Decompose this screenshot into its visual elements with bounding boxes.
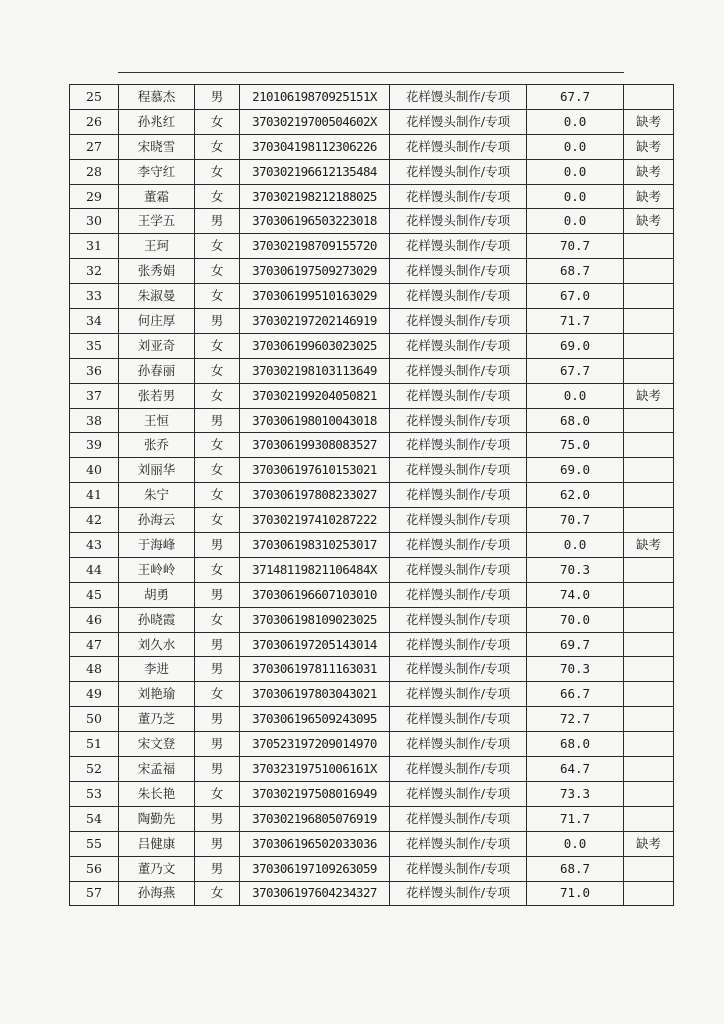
remark: [624, 458, 674, 483]
candidate-gender: 男: [195, 85, 240, 110]
table-row: [70, 757, 674, 782]
exam-score: 69.0: [527, 333, 624, 358]
candidate-name: 朱宁: [119, 483, 195, 508]
row-number: 52: [70, 757, 119, 782]
remark: 缺考: [624, 831, 674, 856]
exam-project: 花样馒头制作/专项: [390, 209, 527, 234]
remark: 缺考: [624, 209, 674, 234]
exam-project: 花样馒头制作/专项: [390, 582, 527, 607]
row-number: 34: [70, 309, 119, 334]
exam-score: 68.0: [527, 408, 624, 433]
candidate-gender: 女: [195, 134, 240, 159]
candidate-name: 刘艳瑜: [119, 682, 195, 707]
candidate-name: 于海峰: [119, 533, 195, 558]
table-row: [70, 483, 674, 508]
exam-score: 70.3: [527, 557, 624, 582]
exam-score: 0.0: [527, 383, 624, 408]
exam-project: 花样馒头制作/专项: [390, 856, 527, 881]
exam-score: 71.0: [527, 881, 624, 906]
exam-score: 0.0: [527, 533, 624, 558]
id-number: 370302199204050821: [240, 383, 390, 408]
table-row: [70, 682, 674, 707]
candidate-gender: 男: [195, 309, 240, 334]
candidate-gender: 女: [195, 458, 240, 483]
remark: 缺考: [624, 383, 674, 408]
header-rule: [118, 72, 624, 73]
remark: 缺考: [624, 109, 674, 134]
row-number: 35: [70, 333, 119, 358]
row-number: 53: [70, 781, 119, 806]
remark: 缺考: [624, 184, 674, 209]
table-row: [70, 732, 674, 757]
row-number: 30: [70, 209, 119, 234]
exam-score: 62.0: [527, 483, 624, 508]
exam-score: 70.7: [527, 508, 624, 533]
remark: [624, 483, 674, 508]
candidate-name: 王珂: [119, 234, 195, 259]
candidate-gender: 女: [195, 607, 240, 632]
remark: [624, 259, 674, 284]
candidate-name: 吕健康: [119, 831, 195, 856]
exam-project: 花样馒头制作/专项: [390, 607, 527, 632]
candidate-gender: 女: [195, 433, 240, 458]
row-number: 26: [70, 109, 119, 134]
id-number: 370306196607103010: [240, 582, 390, 607]
remark: [624, 358, 674, 383]
exam-score: 67.0: [527, 284, 624, 309]
exam-score: 68.7: [527, 259, 624, 284]
exam-score: 75.0: [527, 433, 624, 458]
id-number: 370302197508016949: [240, 781, 390, 806]
row-number: 42: [70, 508, 119, 533]
remark: [624, 856, 674, 881]
exam-project: 花样馒头制作/专项: [390, 159, 527, 184]
row-number: 51: [70, 732, 119, 757]
exam-score: 68.0: [527, 732, 624, 757]
candidate-name: 王岭岭: [119, 557, 195, 582]
candidate-name: 刘亚奇: [119, 333, 195, 358]
exam-project: 花样馒头制作/专项: [390, 732, 527, 757]
row-number: 57: [70, 881, 119, 906]
exam-project: 花样馒头制作/专项: [390, 284, 527, 309]
candidate-name: 王恒: [119, 408, 195, 433]
id-number: 370302198103113649: [240, 358, 390, 383]
candidate-gender: 男: [195, 209, 240, 234]
id-number: 37032319751006161X: [240, 757, 390, 782]
remark: 缺考: [624, 533, 674, 558]
id-number: 370302196805076919: [240, 806, 390, 831]
exam-project: 花样馒头制作/专项: [390, 881, 527, 906]
remark: [624, 806, 674, 831]
id-number: 370306198010043018: [240, 408, 390, 433]
candidate-name: 程慕杰: [119, 85, 195, 110]
exam-project: 花样馒头制作/专项: [390, 358, 527, 383]
candidate-name: 王学五: [119, 209, 195, 234]
candidate-name: 何庄厚: [119, 309, 195, 334]
id-number: 370306197811163031: [240, 657, 390, 682]
remark: [624, 333, 674, 358]
table-row: [70, 806, 674, 831]
candidate-name: 陶勤先: [119, 806, 195, 831]
id-number: 370302197410287222: [240, 508, 390, 533]
candidate-gender: 男: [195, 657, 240, 682]
candidate-name: 胡勇: [119, 582, 195, 607]
id-number: 370306197803043021: [240, 682, 390, 707]
exam-project: 花样馒头制作/专项: [390, 483, 527, 508]
row-number: 50: [70, 707, 119, 732]
row-number: 28: [70, 159, 119, 184]
exam-score: 69.7: [527, 632, 624, 657]
candidate-name: 刘久水: [119, 632, 195, 657]
exam-score: 70.3: [527, 657, 624, 682]
candidate-gender: 女: [195, 259, 240, 284]
row-number: 40: [70, 458, 119, 483]
candidate-gender: 女: [195, 383, 240, 408]
row-number: 48: [70, 657, 119, 682]
row-number: 36: [70, 358, 119, 383]
row-number: 39: [70, 433, 119, 458]
remark: 缺考: [624, 134, 674, 159]
candidate-name: 董乃芝: [119, 707, 195, 732]
remark: [624, 433, 674, 458]
table-row: [70, 309, 674, 334]
exam-project: 花样馒头制作/专项: [390, 657, 527, 682]
candidate-gender: 男: [195, 806, 240, 831]
id-number: 370306197808233027: [240, 483, 390, 508]
candidate-name: 董霜: [119, 184, 195, 209]
table-row: [70, 383, 674, 408]
id-number: 370523197209014970: [240, 732, 390, 757]
exam-score: 0.0: [527, 209, 624, 234]
table-row: [70, 159, 674, 184]
candidate-gender: 男: [195, 632, 240, 657]
candidate-gender: 男: [195, 732, 240, 757]
id-number: 370306196509243095: [240, 707, 390, 732]
row-number: 46: [70, 607, 119, 632]
exam-project: 花样馒头制作/专项: [390, 309, 527, 334]
remark: [624, 757, 674, 782]
exam-score: 74.0: [527, 582, 624, 607]
table-row: [70, 433, 674, 458]
candidate-name: 孙海云: [119, 508, 195, 533]
row-number: 25: [70, 85, 119, 110]
exam-project: 花样馒头制作/专项: [390, 557, 527, 582]
exam-project: 花样馒头制作/专项: [390, 408, 527, 433]
table-row: [70, 881, 674, 906]
candidate-name: 孙晓霞: [119, 607, 195, 632]
exam-project: 花样馒头制作/专项: [390, 508, 527, 533]
candidate-gender: 女: [195, 358, 240, 383]
candidate-gender: 女: [195, 508, 240, 533]
remark: [624, 309, 674, 334]
candidate-gender: 女: [195, 333, 240, 358]
id-number: 21010619870925151X: [240, 85, 390, 110]
id-number: 370306196503223018: [240, 209, 390, 234]
exam-score: 73.3: [527, 781, 624, 806]
exam-score: 64.7: [527, 757, 624, 782]
candidate-gender: 男: [195, 707, 240, 732]
exam-score: 69.0: [527, 458, 624, 483]
id-number: 370306199510163029: [240, 284, 390, 309]
candidate-name: 宋晓雪: [119, 134, 195, 159]
candidate-name: 董乃文: [119, 856, 195, 881]
exam-results-table: [69, 84, 674, 906]
row-number: 27: [70, 134, 119, 159]
table-row: [70, 557, 674, 582]
row-number: 44: [70, 557, 119, 582]
candidate-gender: 女: [195, 557, 240, 582]
candidate-gender: 女: [195, 234, 240, 259]
exam-project: 花样馒头制作/专项: [390, 458, 527, 483]
candidate-gender: 女: [195, 483, 240, 508]
table-row: [70, 333, 674, 358]
candidate-gender: 女: [195, 184, 240, 209]
table-row: [70, 408, 674, 433]
exam-project: 花样馒头制作/专项: [390, 806, 527, 831]
candidate-gender: 女: [195, 682, 240, 707]
table-row: [70, 707, 674, 732]
exam-project: 花样馒头制作/专项: [390, 109, 527, 134]
row-number: 47: [70, 632, 119, 657]
candidate-name: 朱长艳: [119, 781, 195, 806]
table-row: [70, 259, 674, 284]
exam-score: 66.7: [527, 682, 624, 707]
table-body: [70, 85, 674, 906]
exam-score: 0.0: [527, 109, 624, 134]
exam-project: 花样馒头制作/专项: [390, 433, 527, 458]
id-number: 370306199308083527: [240, 433, 390, 458]
table-row: [70, 358, 674, 383]
exam-project: 花样馒头制作/专项: [390, 632, 527, 657]
row-number: 37: [70, 383, 119, 408]
remark: 缺考: [624, 159, 674, 184]
row-number: 31: [70, 234, 119, 259]
candidate-name: 李进: [119, 657, 195, 682]
candidate-gender: 女: [195, 781, 240, 806]
exam-project: 花样馒头制作/专项: [390, 682, 527, 707]
table-row: [70, 533, 674, 558]
exam-project: 花样馒头制作/专项: [390, 707, 527, 732]
id-number: 370306199603023025: [240, 333, 390, 358]
row-number: 33: [70, 284, 119, 309]
id-number: 370304198112306226: [240, 134, 390, 159]
row-number: 29: [70, 184, 119, 209]
table-row: [70, 109, 674, 134]
table-row: [70, 284, 674, 309]
exam-score: 0.0: [527, 184, 624, 209]
table-row: [70, 508, 674, 533]
id-number: 370306196502033036: [240, 831, 390, 856]
id-number: 370302196612135484: [240, 159, 390, 184]
candidate-name: 张秀娟: [119, 259, 195, 284]
exam-project: 花样馒头制作/专项: [390, 184, 527, 209]
row-number: 55: [70, 831, 119, 856]
exam-score: 70.0: [527, 607, 624, 632]
exam-project: 花样馒头制作/专项: [390, 533, 527, 558]
candidate-gender: 男: [195, 408, 240, 433]
remark: [624, 284, 674, 309]
exam-project: 花样馒头制作/专项: [390, 259, 527, 284]
candidate-name: 刘丽华: [119, 458, 195, 483]
exam-score: 68.7: [527, 856, 624, 881]
exam-project: 花样馒头制作/专项: [390, 831, 527, 856]
table-row: [70, 632, 674, 657]
id-number: 37148119821106484X: [240, 557, 390, 582]
row-number: 45: [70, 582, 119, 607]
exam-score: 67.7: [527, 358, 624, 383]
remark: [624, 881, 674, 906]
candidate-gender: 男: [195, 856, 240, 881]
remark: [624, 781, 674, 806]
remark: [624, 732, 674, 757]
table-row: [70, 657, 674, 682]
id-number: 370306197205143014: [240, 632, 390, 657]
row-number: 43: [70, 533, 119, 558]
remark: [624, 707, 674, 732]
exam-score: 67.7: [527, 85, 624, 110]
exam-score: 72.7: [527, 707, 624, 732]
candidate-name: 李守红: [119, 159, 195, 184]
exam-project: 花样馒头制作/专项: [390, 234, 527, 259]
table-row: [70, 85, 674, 110]
remark: [624, 582, 674, 607]
id-number: 37030219700504602X: [240, 109, 390, 134]
exam-score: 70.7: [527, 234, 624, 259]
remark: [624, 657, 674, 682]
candidate-gender: 女: [195, 159, 240, 184]
id-number: 370306198109023025: [240, 607, 390, 632]
candidate-gender: 女: [195, 881, 240, 906]
candidate-name: 孙海燕: [119, 881, 195, 906]
id-number: 370306198310253017: [240, 533, 390, 558]
id-number: 370306197610153021: [240, 458, 390, 483]
candidate-name: 宋文登: [119, 732, 195, 757]
remark: [624, 408, 674, 433]
exam-project: 花样馒头制作/专项: [390, 333, 527, 358]
row-number: 32: [70, 259, 119, 284]
candidate-gender: 男: [195, 757, 240, 782]
id-number: 370302198709155720: [240, 234, 390, 259]
id-number: 370306197109263059: [240, 856, 390, 881]
table-row: [70, 607, 674, 632]
candidate-name: 张若男: [119, 383, 195, 408]
exam-project: 花样馒头制作/专项: [390, 85, 527, 110]
row-number: 56: [70, 856, 119, 881]
table-row: [70, 831, 674, 856]
row-number: 38: [70, 408, 119, 433]
id-number: 370306197509273029: [240, 259, 390, 284]
exam-score: 71.7: [527, 806, 624, 831]
table-row: [70, 134, 674, 159]
candidate-name: 孙兆红: [119, 109, 195, 134]
table-row: [70, 856, 674, 881]
row-number: 49: [70, 682, 119, 707]
candidate-name: 张乔: [119, 433, 195, 458]
remark: [624, 508, 674, 533]
exam-score: 71.7: [527, 309, 624, 334]
id-number: 370306197604234327: [240, 881, 390, 906]
candidate-gender: 男: [195, 533, 240, 558]
candidate-name: 孙春丽: [119, 358, 195, 383]
exam-project: 花样馒头制作/专项: [390, 757, 527, 782]
remark: [624, 632, 674, 657]
table-row: [70, 781, 674, 806]
table-row: [70, 458, 674, 483]
candidate-name: 朱淑曼: [119, 284, 195, 309]
remark: [624, 682, 674, 707]
exam-score: 0.0: [527, 831, 624, 856]
exam-project: 花样馒头制作/专项: [390, 781, 527, 806]
remark: [624, 557, 674, 582]
remark: [624, 607, 674, 632]
table-row: [70, 582, 674, 607]
remark: [624, 234, 674, 259]
candidate-gender: 女: [195, 109, 240, 134]
candidate-gender: 男: [195, 582, 240, 607]
row-number: 41: [70, 483, 119, 508]
exam-score: 0.0: [527, 134, 624, 159]
exam-score: 0.0: [527, 159, 624, 184]
exam-project: 花样馒头制作/专项: [390, 383, 527, 408]
table-row: [70, 184, 674, 209]
id-number: 370302197202146919: [240, 309, 390, 334]
table-row: [70, 209, 674, 234]
exam-project: 花样馒头制作/专项: [390, 134, 527, 159]
candidate-gender: 男: [195, 831, 240, 856]
table-row: [70, 234, 674, 259]
candidate-name: 宋孟福: [119, 757, 195, 782]
id-number: 370302198212188025: [240, 184, 390, 209]
remark: [624, 85, 674, 110]
row-number: 54: [70, 806, 119, 831]
candidate-gender: 女: [195, 284, 240, 309]
